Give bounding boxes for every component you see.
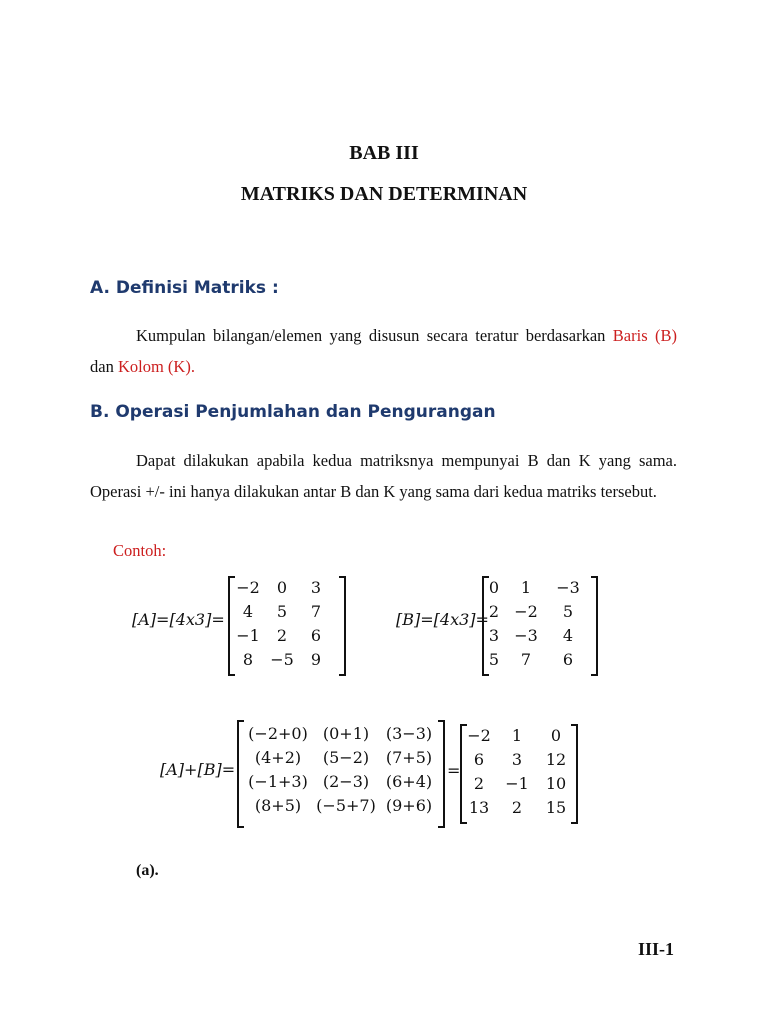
sum-result-cell: −1 — [505, 774, 529, 793]
sum-expression-cell: (−5+7) — [316, 796, 376, 815]
baris-abbr: (B) — [655, 326, 677, 345]
baris-term: Baris — [612, 326, 648, 345]
matrix-b-cell: 6 — [562, 650, 574, 669]
chapter-label: BAB III — [349, 142, 419, 164]
note-label: (a). — [136, 862, 159, 879]
matrix-b-cell: 5 — [562, 602, 574, 621]
section-a-heading: A. Definisi Matriks : — [90, 278, 279, 298]
matrix-a-cell: −2 — [236, 578, 260, 597]
sum-expression-cell: (6+4) — [385, 772, 433, 791]
sum-result-cell: 2 — [473, 774, 485, 793]
sum-expression-cell: (4+2) — [254, 748, 302, 767]
example-label: Contoh: — [113, 541, 167, 560]
page-number: III-1 — [638, 939, 675, 959]
matrix-a-cell: 0 — [276, 578, 288, 597]
matrix-a-cell: −1 — [236, 626, 260, 645]
sum-expression-cell: (5−2) — [322, 748, 370, 767]
sum-expression-cell: (2−3) — [322, 772, 370, 791]
sum-expression-cell: (9+6) — [385, 796, 433, 815]
matrix-a-cell: −5 — [270, 650, 294, 669]
section-b-paragraph: Dapat dilakukan apabila kedua matriksnya mempunyai B dan K yang sama. Operasi +/- ini hanya dilakukan antar B dan K yang sama dari kedua matriks tersebut. — [90, 451, 677, 501]
equals-sign: = — [447, 761, 461, 780]
matrix-a-cell: 3 — [310, 578, 322, 597]
dan-text: dan — [90, 357, 118, 376]
matrix-b-cell: −3 — [556, 578, 580, 597]
sum-result-cell: 15 — [545, 798, 567, 817]
sum-result-matrix — [460, 724, 578, 822]
matrix-b-cells — [484, 576, 588, 672]
page-title: MATRIKS DAN DETERMINAN — [240, 183, 528, 205]
sum-result-cell: 3 — [511, 750, 523, 769]
kolom-term: Kolom (K). — [117, 357, 195, 376]
definition-text: Kumpulan bilangan/elemen yang disusun secara teratur berdasarkan — [136, 326, 613, 345]
sum-result-cell: 1 — [511, 726, 523, 745]
matrix-a-cell: 6 — [310, 626, 322, 645]
matrix-b-cell: 2 — [488, 602, 500, 621]
right-bracket — [438, 720, 445, 828]
sum-expression-cell: (8+5) — [254, 796, 302, 815]
matrix-b-cell: 0 — [488, 578, 500, 597]
matrix-a-label: [A]=[4x3]= — [132, 610, 225, 629]
sum-result-cell: 10 — [545, 774, 567, 793]
sum-expression-cell: (−2+0) — [248, 724, 308, 743]
matrix-a-cells — [232, 576, 332, 672]
sum-result-cell: 12 — [545, 750, 567, 769]
sum-expression-cell: (7+5) — [385, 748, 433, 767]
sum-result-cell: 13 — [468, 798, 490, 817]
matrix-a — [228, 576, 346, 674]
section-a-paragraph — [90, 320, 677, 382]
sum-result-cell: 6 — [473, 750, 485, 769]
matrix-b-cell: −3 — [514, 626, 538, 645]
sum-expression-cell: (−1+3) — [248, 772, 308, 791]
matrix-a-cell: 9 — [310, 650, 322, 669]
sum-label: [A]+[B]= — [160, 760, 236, 779]
matrix-b-cell: 3 — [488, 626, 500, 645]
matrix-b-cell: 4 — [562, 626, 574, 645]
matrix-b-cell: 1 — [520, 578, 532, 597]
sum-result-cell: −2 — [467, 726, 491, 745]
sum-expression-cells — [243, 722, 439, 818]
sum-expression-cell: (3−3) — [385, 724, 433, 743]
matrix-b — [482, 576, 598, 674]
matrix-b-cell: 5 — [488, 650, 500, 669]
matrix-b-cell: 7 — [520, 650, 532, 669]
sum-expression-cell: (0+1) — [322, 724, 370, 743]
matrix-a-cell: 5 — [276, 602, 288, 621]
sum-result-cell: 2 — [511, 798, 523, 817]
matrix-a-cell: 8 — [242, 650, 254, 669]
matrix-a-cell: 2 — [276, 626, 288, 645]
right-bracket — [339, 576, 346, 676]
matrix-a-cell: 7 — [310, 602, 322, 621]
matrix-a-cell: 4 — [242, 602, 254, 621]
sum-result-cell: 0 — [550, 726, 562, 745]
matrix-b-cell: −2 — [514, 602, 538, 621]
matrix-b-label: [B]=[4x3]= — [396, 610, 489, 629]
sum-result-cells — [462, 724, 574, 820]
section-b-heading: B. Operasi Penjumlahan dan Pengurangan — [90, 402, 496, 422]
right-bracket — [591, 576, 598, 676]
sum-expression-matrix — [237, 720, 445, 826]
